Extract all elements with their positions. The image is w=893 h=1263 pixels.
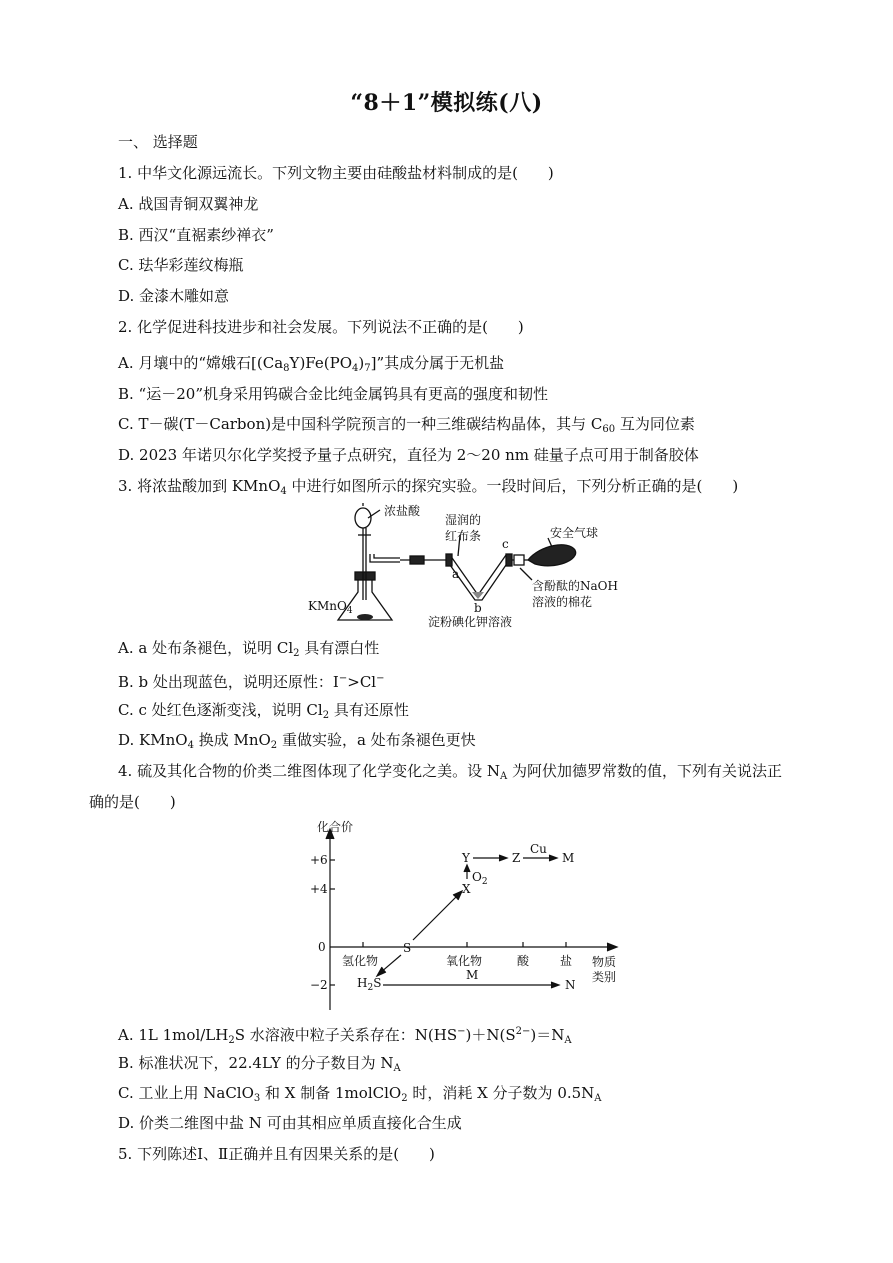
y-tick-plus4: +4 (310, 882, 328, 896)
label-ki: 淀粉碘化钾溶液 (428, 615, 513, 629)
q4-stem-line2: 确的是( ) (89, 793, 176, 811)
q2-option-c: C. T－碳(T－Carbon)是中国科学院预言的一种三维碳结构晶体，其与 $C_{60}$ 互为同位素 (118, 415, 695, 435)
label-conc-hcl: 浓盐酸 (384, 504, 421, 518)
q4-option-a: A. 1L $1mol/LH_2S$ 水溶液中粒子关系存在：$N(HS^-)+N(S^{2-})=N_A$ (118, 1026, 572, 1046)
q3-option-c: C. c 处红色逐渐变浅，说明 $Cl_2$ 具有还原性 (118, 701, 409, 721)
q4-stem-line1: 4. 硫及其化合物的价类二维图体现了化学变化之美。设 $N_A$ 为阿伏加德罗常数的值，下列有关说法正 (118, 762, 782, 782)
node-h2s: $H_2S$ (357, 976, 382, 993)
x-tick-acid: 酸 (517, 954, 530, 968)
page-title: “8＋1”模拟练(八) (350, 90, 543, 116)
label-naoh-1: 含酚酞的NaOH (532, 579, 618, 593)
q1-stem: 1. 中华文化源远流长。下列文物主要由硅酸盐材料制成的是( ) (118, 164, 554, 182)
label-balloon: 安全气球 (550, 526, 599, 540)
label-c: c (502, 537, 509, 551)
x-tick-salt: 盐 (560, 954, 573, 968)
node-y: Y (462, 851, 470, 865)
q2-option-a: A. 月壤中的“嫦娥石$[(Ca_8Y)Fe(PO_4)_7]$”其成分属于无机盐 (118, 354, 505, 374)
node-s: S (403, 941, 412, 955)
q1-option-a: A. 战国青铜双翼神龙 (118, 195, 259, 213)
q3-option-b: B. b 处出现蓝色，说明还原性：I−>Cl− (118, 673, 385, 691)
y-tick-plus6: +6 (310, 853, 328, 867)
label-wet-2: 红布条 (445, 529, 482, 543)
q4-valence-class-diagram (305, 815, 625, 1015)
q3-apparatus-figure (300, 500, 630, 630)
q4-option-d: D. 价类二维图中盐 N 可由其相应单质直接化合生成 (118, 1114, 462, 1132)
q2-stem: 2. 化学促进科技进步和社会发展。下列说法不正确的是( ) (118, 318, 524, 336)
node-m-top: M (562, 851, 575, 865)
node-z: Z (512, 851, 521, 865)
node-x: X (462, 882, 471, 896)
y-axis-label: 化合价 (317, 820, 354, 834)
q2-option-b: B. “运－20”机身采用钨碳合金比纯金属钨具有更高的强度和韧性 (118, 385, 548, 403)
y-tick-0: 0 (318, 940, 326, 954)
q5-stem: 5. 下列陈述Ⅰ、Ⅱ正确并且有因果关系的是( ) (118, 1145, 435, 1163)
x-tick-hydride: 氢化物 (342, 954, 379, 968)
label-wet-1: 湿润的 (445, 513, 482, 527)
x-axis-label-1: 物质 (592, 955, 617, 969)
x-axis-label-2: 类别 (592, 970, 617, 984)
q4-option-c: C. 工业上用 NaClO$_3$ 和 X 制备 1molClO$_2$ 时，消耗 X 分子数为 $0.5N_A$ (118, 1084, 602, 1104)
q1-option-c: C. 珐华彩莲纹梅瓶 (118, 256, 244, 274)
q1-option-b: B. 西汉“直裾素纱禅衣” (118, 226, 274, 244)
q3-option-a: A. a 处布条褪色，说明 $Cl_2$ 具有漂白性 (118, 639, 380, 659)
q2-option-d: D. 2023 年诺贝尔化学奖授予量子点研究，直径为 2～20 nm 硅量子点可用于制备胶体 (118, 446, 699, 464)
q3-stem: 3. 将浓盐酸加到 KMnO$_4$ 中进行如图所示的探究实验。一段时间后，下列分析正确的是( ) (118, 477, 739, 497)
label-b: b (474, 601, 482, 615)
node-m-bottom: M (466, 968, 479, 982)
section-heading: 一、 选择题 (118, 133, 198, 151)
x-tick-oxide: 氧化物 (446, 954, 483, 968)
y-tick-minus2: −2 (310, 978, 328, 992)
node-n: N (565, 978, 576, 992)
label-kmno4: KMnO$_4$ (308, 599, 353, 616)
label-naoh-2: 溶液的棉花 (532, 595, 593, 609)
label-cu: Cu (530, 842, 547, 856)
q1-option-d: D. 金漆木雕如意 (118, 287, 230, 305)
label-a: a (452, 567, 460, 581)
q4-option-b: B. 标准状况下，22.4LY 的分子数目为 $N_A$ (118, 1054, 401, 1074)
q3-option-d: D. KMnO$_4$ 换成 MnO$_2$ 重做实验，a 处布条褪色更快 (118, 731, 476, 751)
label-o2: $O_2$ (472, 870, 488, 887)
